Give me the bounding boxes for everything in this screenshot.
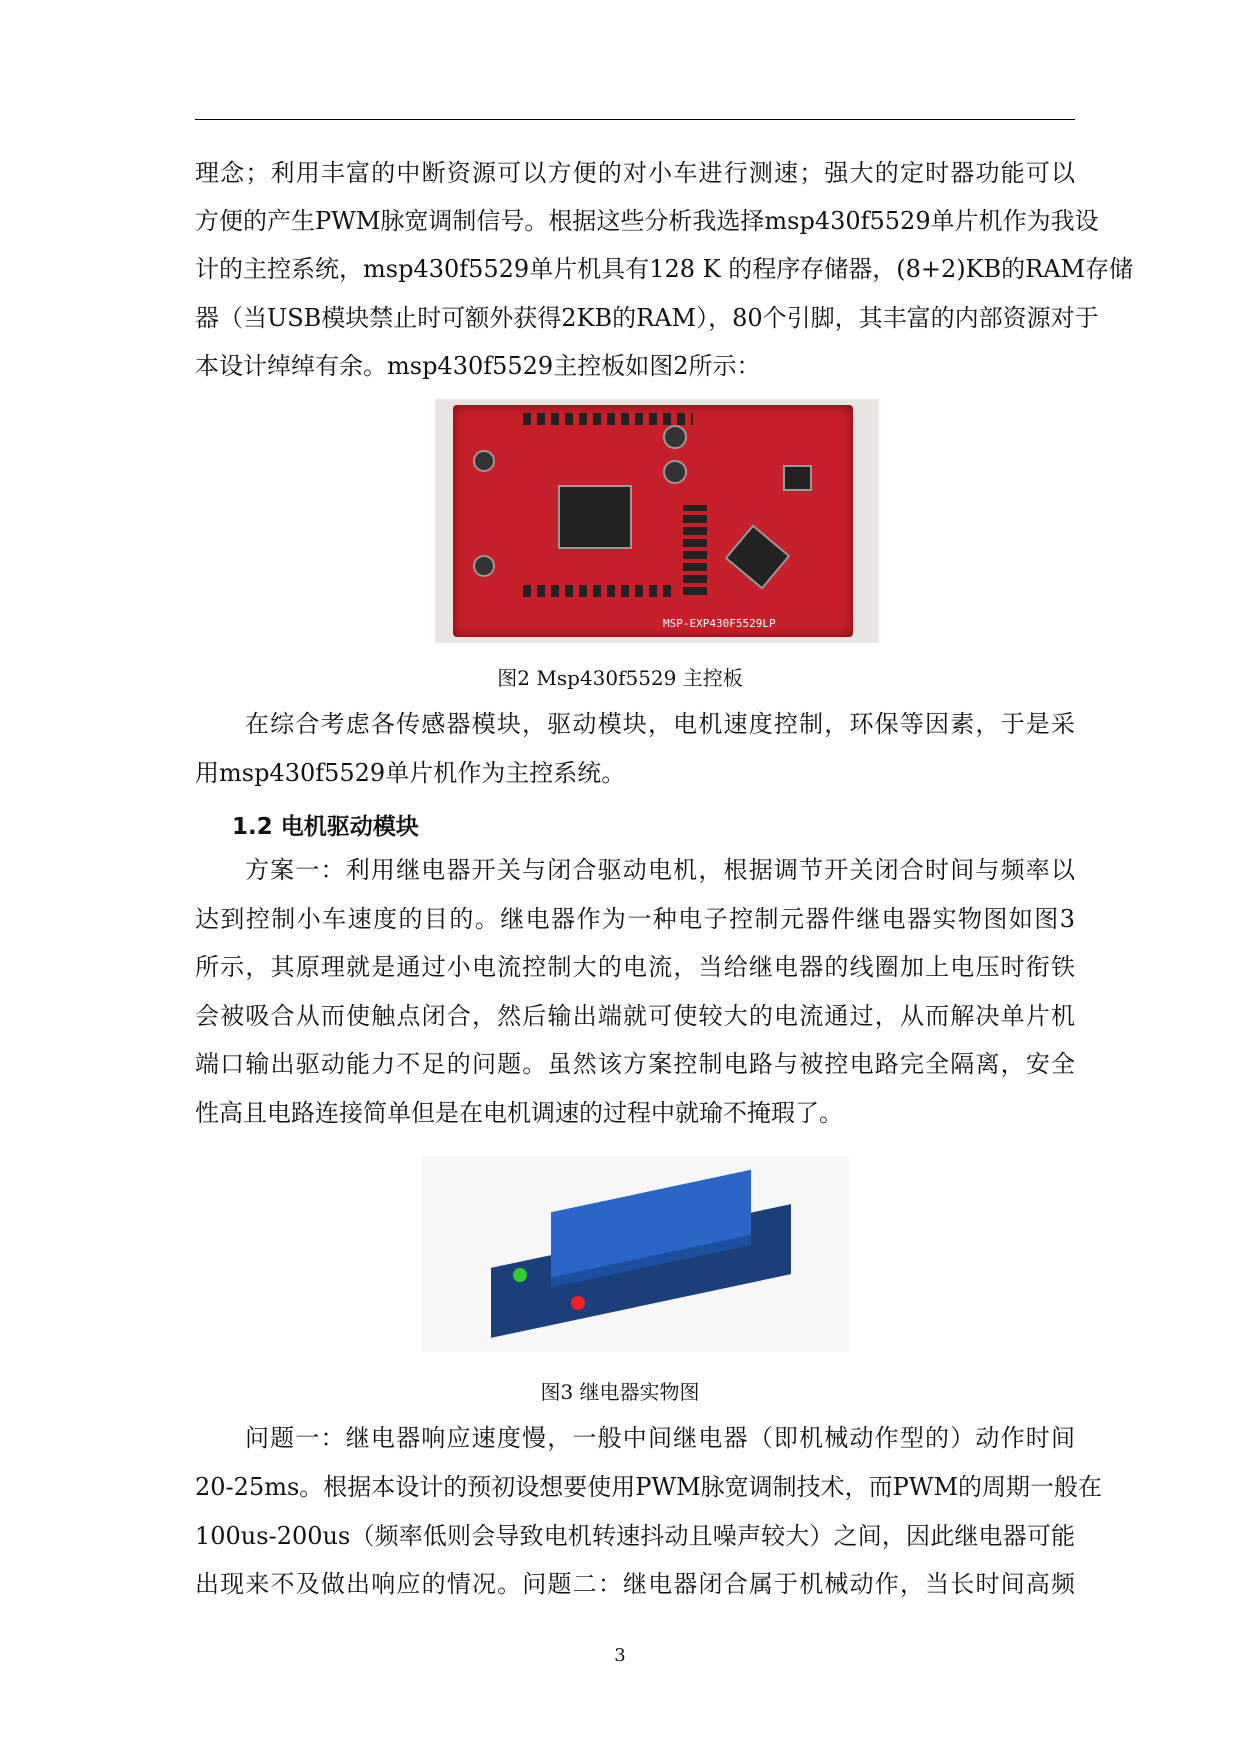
header-rule bbox=[195, 119, 1075, 120]
text-line: 达到控制小车速度的目的。继电器作为一种电子控制元器件继电器实物图如图3 bbox=[195, 905, 1075, 933]
text-line: 出现来不及做出响应的情况。问题二：继电器闭合属于机械动作，当长时间高频 bbox=[195, 1570, 1075, 1598]
text-line: 20-25ms。根据本设计的预初设想要使用PWM脉宽调制技术，而PWM的周期一般在 bbox=[195, 1473, 1103, 1501]
board-label: MSP-EXP430F5529LP bbox=[663, 617, 776, 630]
text-line: 本设计绰绰有余。msp430f5529主控板如图2所示： bbox=[195, 352, 761, 380]
text-line: 问题一：继电器响应速度慢，一般中间继电器（即机械动作型的）动作时间 bbox=[245, 1424, 1075, 1452]
text-line: 方案一：利用继电器开关与闭合驱动电机，根据调节开关闭合时间与频率以 bbox=[245, 856, 1075, 884]
figure-3-caption: 图3 继电器实物图 bbox=[540, 1380, 700, 1404]
text-line: 用msp430f5529单片机作为主控系统。 bbox=[195, 759, 626, 787]
relay-module-photo bbox=[421, 1156, 849, 1352]
text-line: 在综合考虑各传感器模块，驱动模块，电机速度控制，环保等因素，于是采 bbox=[245, 710, 1075, 738]
text-line: 所示，其原理就是通过小电流控制大的电流，当给继电器的线圈加上电压时衔铁 bbox=[195, 953, 1075, 981]
section-heading: 1.2 电机驱动模块 bbox=[232, 814, 419, 840]
text-line: 理念；利用丰富的中断资源可以方便的对小车进行测速；强大的定时器功能可以 bbox=[195, 159, 1075, 187]
text-line: 方便的产生PWM脉宽调制信号。根据这些分析我选择msp430f5529单片机作为我设 bbox=[195, 207, 1099, 235]
text-line: 计的主控系统，msp430f5529单片机具有128 K 的程序存储器，(8+2)KB的RAM存储 bbox=[195, 255, 1134, 283]
text-line: 性高且电路连接简单但是在电机调速的过程中就瑜不掩瑕了。 bbox=[195, 1099, 843, 1127]
text-line: 会被吸合从而使触点闭合，然后输出端就可使较大的电流通过，从而解决单片机 bbox=[195, 1002, 1075, 1030]
msp430-board-photo bbox=[435, 399, 879, 643]
text-line: 器（当USB模块禁止时可额外获得2KB的RAM），80个引脚，其丰富的内部资源对于 bbox=[195, 304, 1099, 332]
figure-2-caption: 图2 Msp430f5529 主控板 bbox=[497, 666, 743, 690]
text-line: 100us-200us（频率低则会导致电机转速抖动且噪声较大）之间，因此继电器可能 bbox=[195, 1522, 1075, 1550]
text-line: 端口输出驱动能力不足的问题。虽然该方案控制电路与被控电路完全隔离，安全 bbox=[195, 1050, 1075, 1078]
page-number: 3 bbox=[614, 1645, 626, 1666]
